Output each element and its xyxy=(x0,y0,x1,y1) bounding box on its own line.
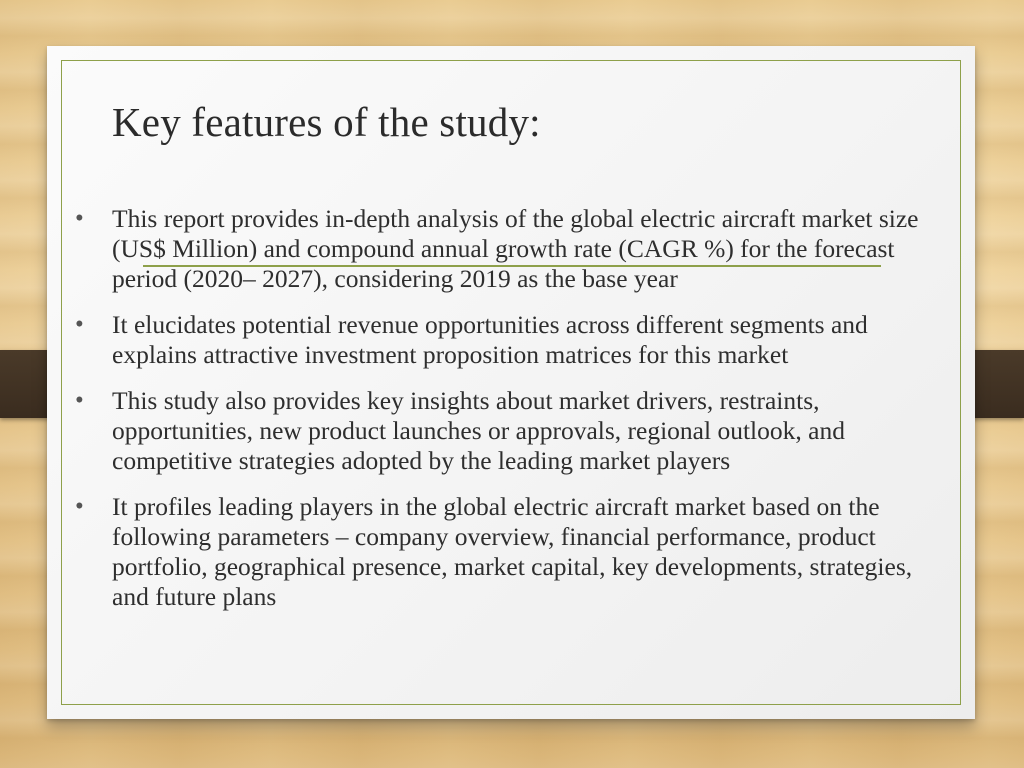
bullet-text: This report provides in-depth analysis of the global electric aircraft market size (US$ Million) and compound annual growth rate (CAGR %) for the forecast period (2020– 2027), considering 2019 as the base year xyxy=(112,204,919,293)
slide-paper xyxy=(47,46,975,719)
slide-title: Key features of the study: xyxy=(112,99,541,145)
bullet-item xyxy=(75,386,955,476)
decorative-underline xyxy=(143,265,881,267)
bullet-marker: • xyxy=(75,387,84,414)
bullet-item xyxy=(75,492,955,612)
bullet-marker: • xyxy=(75,205,84,232)
bullet-item xyxy=(75,310,955,370)
bullet-text: It elucidates potential revenue opportunities across different segments and explains attractive investment proposition matrices for this market xyxy=(112,310,868,369)
bullet-marker: • xyxy=(75,493,84,520)
bullet-list xyxy=(75,204,955,628)
bullet-item xyxy=(75,204,955,294)
bullet-text: This study also provides key insights about market drivers, restraints, opportunities, new product launches or approvals, regional outlook, and competitive strategies adopted by the leading market players xyxy=(112,386,845,475)
bullet-text: It profiles leading players in the global electric aircraft market based on the following parameters – company overview, financial performance, product portfolio, geographical presence, market capital, key developments, strategies, and future plans xyxy=(112,492,913,611)
bullet-marker: • xyxy=(75,311,84,338)
